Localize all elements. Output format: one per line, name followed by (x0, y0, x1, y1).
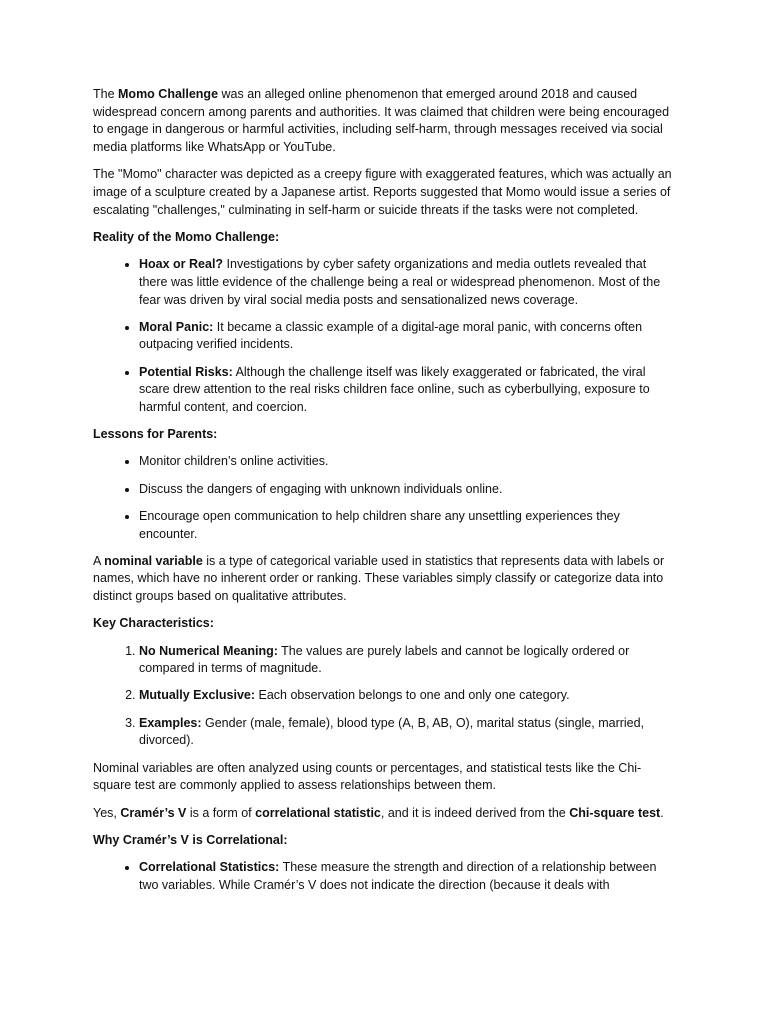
list-item (139, 364, 675, 417)
heading-lessons: Lessons for Parents: (93, 427, 218, 442)
text-run: Yes, (93, 805, 121, 820)
list-item: • Encourage open communication to help children share any unsettling experiences they encounter. (139, 508, 675, 543)
text-run: A (93, 553, 105, 568)
text-run: is a type of categorical variable used in statistics that represents data with labels or names, which have no inherent order or ranking. These variables simply classify or categorize data into distinct groups based on qualitative attributes. (93, 553, 665, 604)
text-run: , and it is indeed derived from the (380, 805, 570, 820)
item-text: The values are purely labels and cannot be logically ordered or compared in terms of magnitude. (139, 643, 630, 676)
item-label: Mutually Exclusive: (139, 688, 256, 703)
list-item (139, 687, 675, 705)
text-run: . (660, 805, 664, 820)
bold-run: Cramér’s V (120, 805, 187, 820)
text-run: was an alleged online phenomenon that emerged around 2018 and caused widespread concern among parents and authorities. It was claimed that children were being encouraged to engage in dangerous or harmful activities, including self-harm, through messages received via social media platforms like WhatsApp or YouTube. (93, 87, 670, 155)
bold-run: Momo Challenge (118, 87, 219, 101)
cramers-v-paragraph (93, 805, 675, 823)
list-item (139, 319, 675, 354)
item-text: Investigations by cyber safety organizations and media outlets revealed that there was little evidence of the challenge being a real or widespread phenomenon. Most of the fear was driven by viral social media posts and sensationalized news coverage. (139, 257, 661, 307)
document-page (93, 86, 675, 904)
bold-run: Chi-square test (569, 805, 661, 820)
list-item (139, 859, 675, 894)
heading-key-characteristics: Key Characteristics: (93, 616, 214, 631)
list-item (139, 715, 675, 750)
list-item: • Monitor children’s online activities. (139, 453, 675, 471)
why-list (93, 859, 675, 894)
item-label: Correlational Statistics: (139, 859, 280, 874)
intro-paragraph (93, 86, 675, 157)
item-label: Potential Risks: (139, 364, 233, 379)
item-label: Moral Panic: (139, 319, 214, 334)
item-label: No Numerical Meaning: (139, 643, 278, 658)
item-text: Gender (male, female), blood type (A, B, AB, O), marital status (single, married, divorced). (139, 715, 645, 748)
list-item: • Discuss the dangers of engaging with unknown individuals online. (139, 481, 675, 499)
list-item (139, 256, 675, 309)
momo-character-paragraph: The "Momo" character was depicted as a creepy figure with exaggerated features, which was actually an image of a sculpture created by a Japanese artist. Reports suggested that Momo would issue a series of escalating "challenges," culminating in self-harm or suicide threats if the tasks were not completed. (93, 167, 672, 217)
text-run: is a form of (186, 805, 256, 820)
reality-list (93, 256, 675, 417)
list-item (139, 643, 675, 678)
bold-run: nominal variable (104, 553, 203, 568)
item-text: Although the challenge itself was likely exaggerated or fabricated, the viral scare drew attention to the real risks children face online, such as cyberbullying, exposure to harmful content, and coercion. (139, 364, 650, 415)
analysis-paragraph: Nominal variables are often analyzed using counts or percentages, and statistical tests like the Chi-square test are commonly applied to assess relationships between them. (93, 760, 642, 793)
item-label: Examples: (139, 715, 202, 730)
bold-run: correlational statistic (255, 805, 381, 820)
lessons-list (93, 453, 675, 543)
nominal-variable-paragraph (93, 553, 675, 606)
item-text: It became a classic example of a digital-age moral panic, with concerns often outpacing verified incidents. (139, 319, 643, 352)
item-text: These measure the strength and direction of a relationship between two variables. While Cramér’s V does not indicate the direction (because it deals with (139, 859, 657, 892)
heading-why-correlational: Why Cramér’s V is Correlational: (93, 832, 288, 847)
text-run: The (93, 87, 119, 101)
item-label: Hoax or Real? (139, 257, 224, 272)
heading-reality: Reality of the Momo Challenge: (93, 229, 280, 244)
item-text: Each observation belongs to one and only one category. (255, 688, 570, 703)
key-characteristics-list (93, 643, 675, 751)
